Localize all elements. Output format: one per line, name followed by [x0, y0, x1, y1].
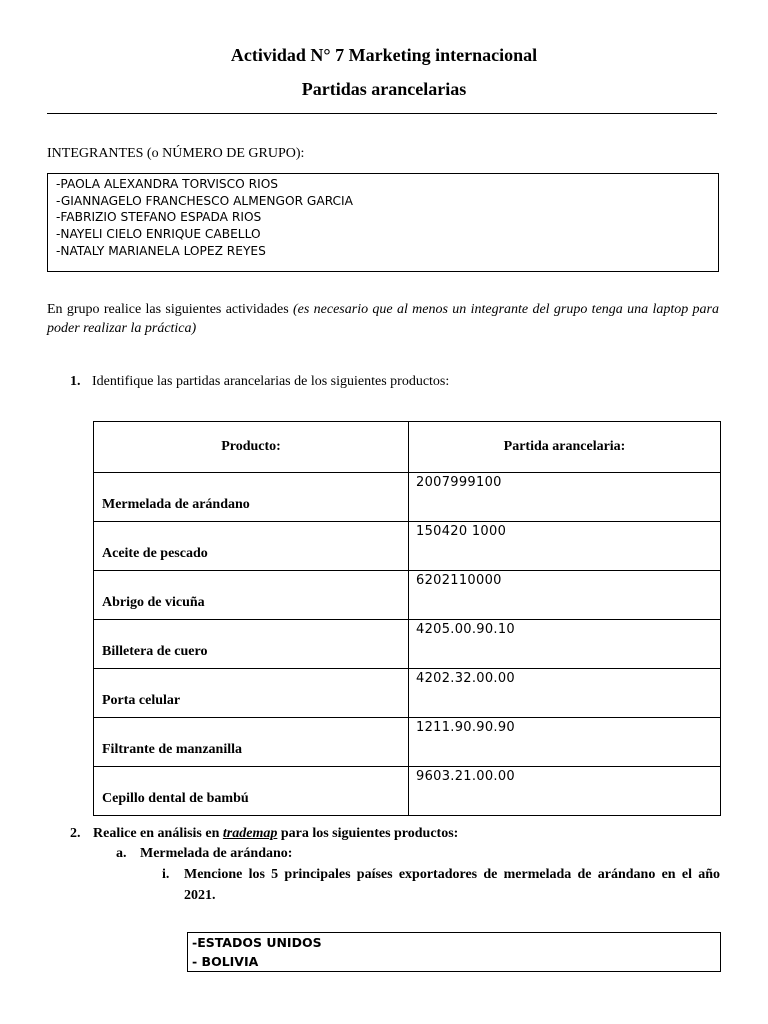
document-subtitle: Partidas arancelarias [301, 79, 467, 99]
member-name: -GIANNAGELO FRANCHESCO ALMENGOR GARCIA [56, 193, 353, 208]
instructions-paragraph [47, 300, 719, 338]
question-2-number: 2. [70, 826, 81, 841]
member-name: -FABRIZIO STEFANO ESPADA RIOS [56, 210, 262, 225]
tariff-table [93, 421, 721, 816]
question-2-text-before: Realice en análisis en [93, 826, 223, 841]
tariff-code[interactable]: 4202.32.00.00 [409, 669, 721, 718]
trademap-term: trademap [222, 826, 278, 841]
product-name: Mermelada de arándano [102, 497, 250, 512]
table-row [94, 571, 721, 620]
tariff-code[interactable]: 9603.21.00.00 [409, 767, 721, 816]
tariff-code[interactable]: 2007999100 [409, 473, 721, 522]
instructions-lead: En grupo realice las siguientes actividades [47, 302, 293, 317]
tariff-code[interactable]: 1211.90.90.90 [409, 718, 721, 767]
table-header-row [94, 422, 721, 473]
table-row [94, 473, 721, 522]
member-name: -NATALY MARIANELA LOPEZ REYES [56, 243, 266, 258]
answer-line: -ESTADOS UNIDOS [192, 935, 322, 950]
question-1 [70, 374, 449, 390]
table-row [94, 718, 721, 767]
question-2a-i [162, 864, 720, 906]
question-1-number: 1. [70, 374, 81, 389]
question-2 [70, 826, 458, 842]
table-row [94, 620, 721, 669]
title-divider [47, 113, 717, 114]
member-name: -PAOLA ALEXANDRA TORVISCO RIOS [56, 177, 279, 191]
question-2a-i-number: i. [162, 867, 170, 882]
question-2-text-after: para los siguientes productos: [277, 826, 459, 841]
instructions-note: (es necesario que al menos un integrante del grupo tenga una laptop para poder realizar la práctica) [47, 302, 719, 336]
members-label: INTEGRANTES (o NÚMERO DE GRUPO): [47, 146, 305, 161]
table-row [94, 767, 721, 816]
question-2a-number: a. [116, 846, 127, 861]
product-name: Billetera de cuero [102, 644, 208, 659]
product-name: Abrigo de vicuña [102, 595, 205, 610]
tariff-code[interactable]: 6202110000 [409, 571, 721, 620]
tariff-code[interactable]: 150420 1000 [409, 522, 721, 571]
question-1-text: Identifique las partidas arancelarias de los siguientes productos: [92, 374, 450, 389]
product-name: Cepillo dental de bambú [102, 791, 249, 806]
header-tariff-code: Partida arancelaria: [409, 422, 721, 473]
tariff-code[interactable]: 4205.00.90.10 [409, 620, 721, 669]
member-name: -NAYELI CIELO ENRIQUE CABELLO [56, 227, 261, 242]
members-box [47, 173, 719, 272]
product-name: Porta celular [102, 693, 181, 708]
header-product: Producto: [94, 422, 409, 473]
table-row [94, 669, 721, 718]
question-2a-i-text: Mencione los 5 principales países exportadores de mermelada de arándano en el año 2021. [184, 867, 720, 903]
table-row [94, 522, 721, 571]
product-name: Filtrante de manzanilla [102, 742, 242, 757]
product-name: Aceite de pescado [102, 546, 208, 561]
answer-box[interactable] [187, 932, 721, 972]
answer-line: - BOLIVIA [192, 954, 259, 969]
question-2a-text: Mermelada de arándano: [140, 846, 293, 861]
document-title: Actividad N° 7 Marketing internacional [230, 45, 538, 65]
question-2a [116, 846, 292, 862]
